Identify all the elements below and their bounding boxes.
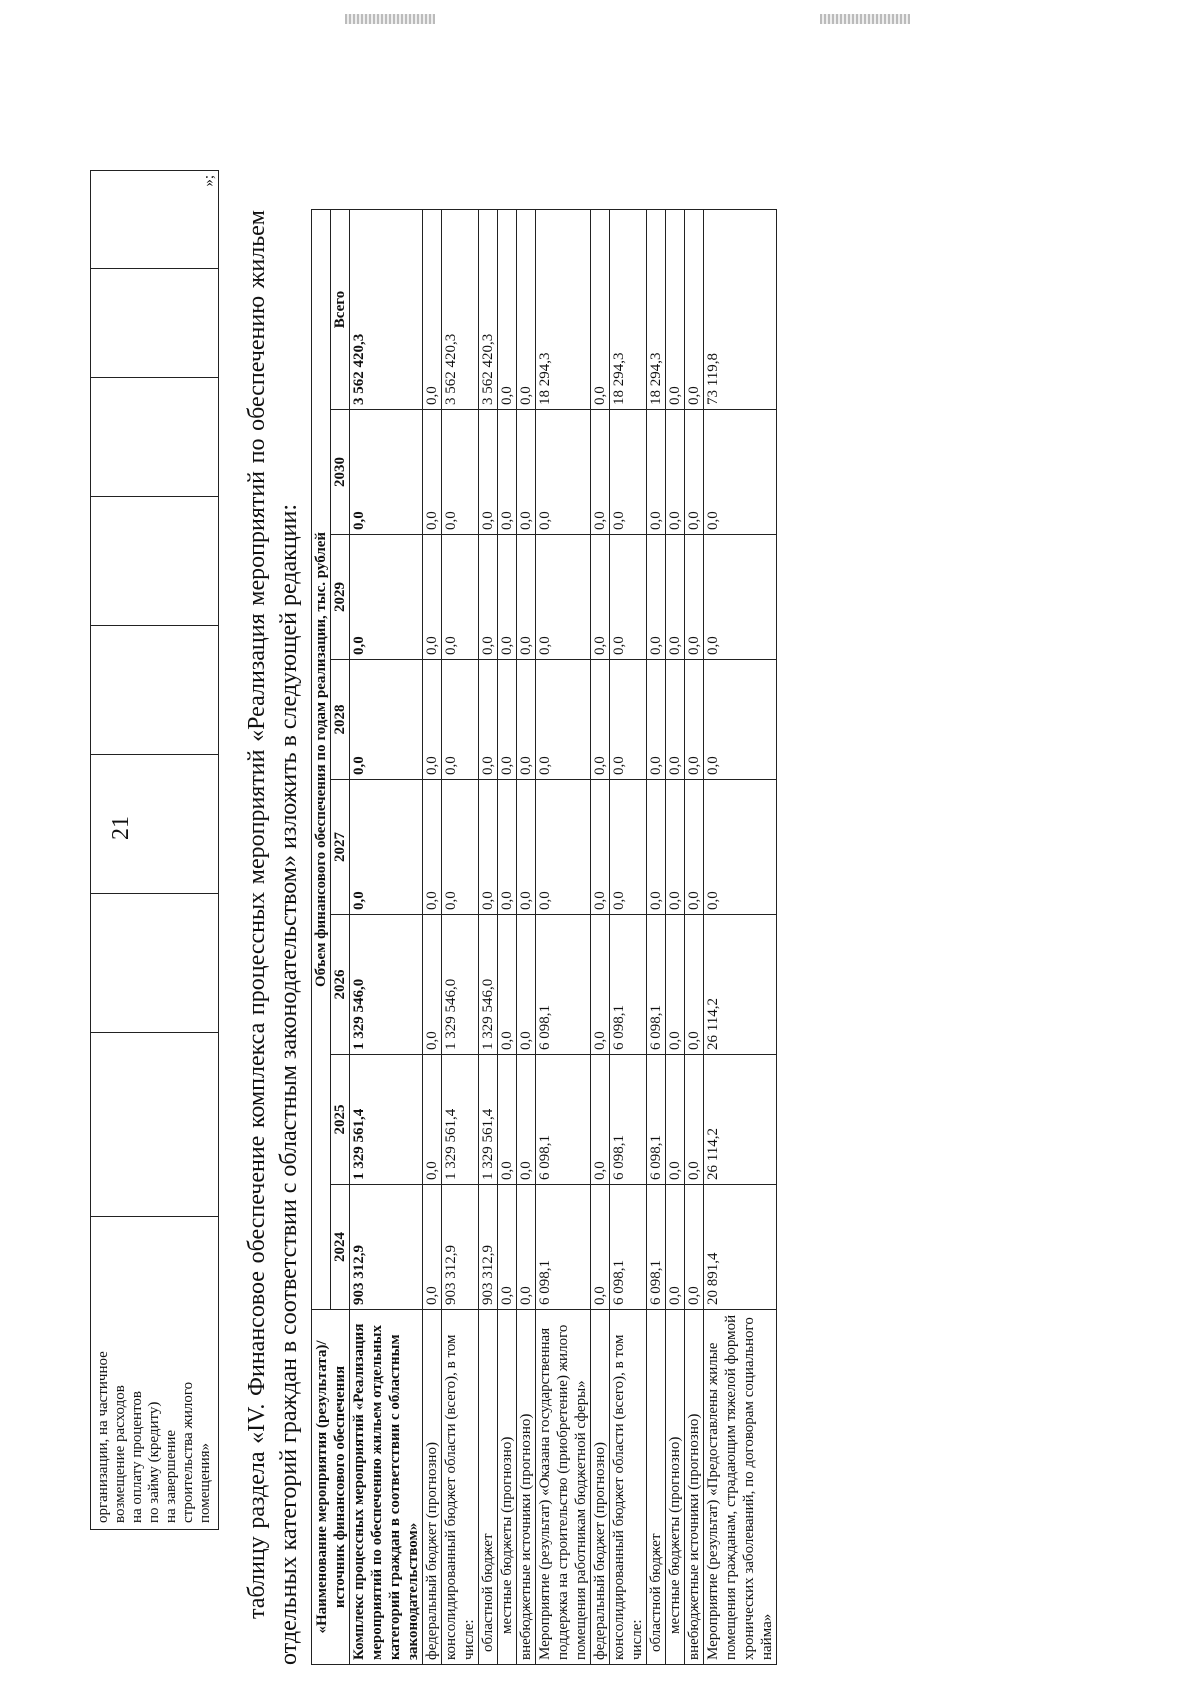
value-cell: 0,0	[479, 535, 498, 660]
value-cell: 0,0	[685, 535, 704, 660]
value-cell: 0,0	[591, 780, 610, 915]
value-cell: 0,0	[536, 780, 591, 915]
value-cell: 0,0	[498, 1185, 517, 1310]
header-year: 2030	[331, 410, 350, 535]
value-cell: 0,0	[685, 209, 704, 409]
value-cell: 3 562 420,3	[350, 209, 423, 409]
value-cell: 0,0	[517, 410, 536, 535]
header-year: 2025	[331, 1055, 350, 1185]
value-cell: 0,0	[350, 660, 423, 780]
scan-artifact	[345, 14, 435, 24]
value-cell: 0,0	[685, 1055, 704, 1185]
value-cell: 0,0	[498, 915, 517, 1055]
value-cell: 1 329 561,4	[479, 1055, 498, 1185]
value-cell: 1 329 561,4	[350, 1055, 423, 1185]
value-cell: 0,0	[704, 410, 777, 535]
continued-table	[90, 170, 219, 1530]
row-label: федеральный бюджет (прогнозно)	[423, 1310, 442, 1665]
table-row	[536, 209, 591, 1664]
table-row	[704, 209, 777, 1664]
value-cell: 26 114,2	[704, 1055, 777, 1185]
value-cell: 0,0	[423, 410, 442, 535]
value-cell: 18 294,3	[647, 209, 666, 409]
value-cell: 0,0	[442, 660, 479, 780]
value-cell: 0,0	[685, 1185, 704, 1310]
value-cell: 0,0	[423, 660, 442, 780]
value-cell: 0,0	[666, 1185, 685, 1310]
header-name: «Наименование мероприятия (результата)/источник финансового обеспечения	[312, 1310, 350, 1665]
value-cell: 6 098,1	[647, 915, 666, 1055]
value-cell: 0,0	[666, 780, 685, 915]
value-cell: 0,0	[647, 660, 666, 780]
financing-table-body	[350, 209, 777, 1664]
header-year: 2024	[331, 1185, 350, 1310]
value-cell: 0,0	[610, 660, 647, 780]
value-cell: 6 098,1	[610, 1055, 647, 1185]
value-cell: 0,0	[498, 535, 517, 660]
value-cell: 0,0	[647, 780, 666, 915]
value-cell: 0,0	[350, 535, 423, 660]
value-cell: 0,0	[591, 660, 610, 780]
value-cell: 0,0	[536, 660, 591, 780]
row-label: областной бюджет	[647, 1310, 666, 1665]
row-label: федеральный бюджет (прогнозно)	[591, 1310, 610, 1665]
table-row	[423, 209, 442, 1664]
table-row	[685, 209, 704, 1664]
value-cell: 0,0	[442, 780, 479, 915]
value-cell: 0,0	[591, 1055, 610, 1185]
value-cell: 903 312,9	[350, 1185, 423, 1310]
value-cell: 0,0	[591, 1185, 610, 1310]
value-cell: 0,0	[610, 410, 647, 535]
value-cell: 0,0	[479, 410, 498, 535]
closing-cell: »;	[91, 171, 219, 269]
header-total: Всего	[331, 209, 350, 409]
value-cell: 0,0	[517, 1055, 536, 1185]
header-year: 2027	[331, 780, 350, 915]
label-line: на завершение	[163, 1429, 179, 1523]
value-cell: 0,0	[536, 535, 591, 660]
value-cell: 0,0	[610, 535, 647, 660]
row-label: консолидированный бюджет области (всего), в том числе:	[442, 1310, 479, 1665]
financing-table	[311, 209, 777, 1665]
empty-cell	[91, 378, 219, 497]
header-year: 2029	[331, 535, 350, 660]
value-cell: 1 329 546,0	[442, 915, 479, 1055]
value-cell: 0,0	[423, 209, 442, 409]
value-cell: 0,0	[498, 660, 517, 780]
value-cell: 1 329 546,0	[350, 915, 423, 1055]
value-cell: 6 098,1	[647, 1055, 666, 1185]
value-cell: 0,0	[423, 915, 442, 1055]
value-cell: 0,0	[350, 410, 423, 535]
value-cell: 0,0	[350, 780, 423, 915]
value-cell: 0,0	[666, 209, 685, 409]
row-label: областной бюджет	[479, 1310, 498, 1665]
label-line: организации, на частичное	[95, 1351, 111, 1523]
value-cell: 1 329 561,4	[442, 1055, 479, 1185]
label-line: помещения»	[197, 1442, 213, 1523]
label-line: на оплату процентов	[129, 1390, 145, 1523]
value-cell: 0,0	[442, 535, 479, 660]
value-cell: 0,0	[647, 410, 666, 535]
value-cell: 0,0	[591, 209, 610, 409]
value-cell: 903 312,9	[442, 1185, 479, 1310]
value-cell: 0,0	[517, 915, 536, 1055]
value-cell: 0,0	[498, 209, 517, 409]
empty-cell	[91, 755, 219, 894]
value-cell: 0,0	[685, 915, 704, 1055]
header-year: 2026	[331, 915, 350, 1055]
value-cell: 6 098,1	[536, 915, 591, 1055]
row-label: внебюджетные источники (прогнозно)	[685, 1310, 704, 1665]
value-cell: 0,0	[536, 410, 591, 535]
scan-artifact	[820, 14, 910, 24]
value-cell: 1 329 546,0	[479, 915, 498, 1055]
header-group: Объем финансового обеспечения по годам реализации, тыс. рублей	[312, 209, 331, 1309]
table-row	[647, 209, 666, 1664]
row-label: местные бюджеты (прогнозно)	[666, 1310, 685, 1665]
value-cell: 6 098,1	[610, 915, 647, 1055]
value-cell: 0,0	[666, 410, 685, 535]
value-cell: 26 114,2	[704, 915, 777, 1055]
value-cell: 0,0	[666, 535, 685, 660]
value-cell: 0,0	[442, 410, 479, 535]
table-row	[666, 209, 685, 1664]
value-cell: 0,0	[517, 660, 536, 780]
value-cell: 0,0	[685, 410, 704, 535]
value-cell: 0,0	[666, 1055, 685, 1185]
value-cell: 0,0	[591, 535, 610, 660]
value-cell: 3 562 420,3	[442, 209, 479, 409]
table-row	[610, 209, 647, 1664]
table-row	[350, 209, 423, 1664]
value-cell: 6 098,1	[536, 1185, 591, 1310]
rotated-content	[90, 145, 777, 1665]
value-cell: 903 312,9	[479, 1185, 498, 1310]
value-cell: 0,0	[517, 209, 536, 409]
table-row	[91, 171, 219, 1530]
empty-cell	[91, 626, 219, 755]
value-cell: 0,0	[423, 535, 442, 660]
value-cell: 0,0	[498, 410, 517, 535]
value-cell: 0,0	[666, 660, 685, 780]
value-cell: 6 098,1	[610, 1185, 647, 1310]
empty-cell	[91, 894, 219, 1033]
value-cell: 0,0	[685, 660, 704, 780]
value-cell: 0,0	[647, 535, 666, 660]
page-number: 21	[108, 816, 134, 840]
row-label: Мероприятие (результат) «Предоставлены жилые помещения гражданам, страдающим тяжелой формой хронических заболеваний, по договорам социального найма»	[704, 1310, 777, 1665]
value-cell: 0,0	[423, 1055, 442, 1185]
value-cell: 0,0	[498, 780, 517, 915]
row-label-cell	[91, 1217, 219, 1530]
row-label: Комплекс процессных мероприятий «Реализация мероприятий по обеспечению жильем отдельных категорий граждан в соответствии с областным законодательством»	[350, 1310, 423, 1665]
table-row	[591, 209, 610, 1664]
value-cell: 0,0	[610, 780, 647, 915]
value-cell: 0,0	[479, 660, 498, 780]
row-label: консолидированный бюджет области (всего), в том числе:	[610, 1310, 647, 1665]
value-cell: 6 098,1	[536, 1055, 591, 1185]
row-label: местные бюджеты (прогнозно)	[498, 1310, 517, 1665]
header-row	[312, 209, 331, 1664]
intro-text: таблицу раздела «IV. Финансовое обеспечение комплекса процессных мероприятий «Реализация мероприятий по обеспечению жильем отдельных категорий граждан в соответствии с областным законодательством» изложить в следующей редакции:	[244, 210, 302, 1665]
table-row	[498, 209, 517, 1664]
value-cell: 3 562 420,3	[479, 209, 498, 409]
value-cell: 0,0	[517, 1185, 536, 1310]
value-cell: 0,0	[704, 780, 777, 915]
table-row	[517, 209, 536, 1664]
value-cell: 0,0	[498, 1055, 517, 1185]
value-cell: 0,0	[591, 410, 610, 535]
intro-paragraph	[241, 210, 305, 1665]
value-cell: 18 294,3	[610, 209, 647, 409]
value-cell: 0,0	[591, 915, 610, 1055]
value-cell: 0,0	[479, 780, 498, 915]
empty-cell	[91, 497, 219, 626]
table-row	[479, 209, 498, 1664]
value-cell: 0,0	[685, 780, 704, 915]
value-cell: 0,0	[517, 535, 536, 660]
value-cell: 0,0	[423, 1185, 442, 1310]
value-cell: 6 098,1	[647, 1185, 666, 1310]
header-year: 2028	[331, 660, 350, 780]
value-cell: 0,0	[704, 660, 777, 780]
value-cell: 0,0	[517, 780, 536, 915]
empty-cell	[91, 269, 219, 378]
value-cell: 18 294,3	[536, 209, 591, 409]
value-cell: 0,0	[666, 915, 685, 1055]
label-line: по займу (кредиту)	[146, 1401, 162, 1523]
value-cell: 20 891,4	[704, 1185, 777, 1310]
value-cell: 0,0	[423, 780, 442, 915]
row-label: внебюджетные источники (прогнозно)	[517, 1310, 536, 1665]
table-row	[442, 209, 479, 1664]
value-cell: 0,0	[704, 535, 777, 660]
row-label: Мероприятие (результат) «Оказана государственная поддержка на строительство (приобретение) жилого помещения работникам бюджетной сферы»	[536, 1310, 591, 1665]
label-line: строительства жилого	[180, 1381, 196, 1523]
empty-cell	[91, 1033, 219, 1217]
label-line: возмещение расходов	[112, 1385, 128, 1523]
value-cell: 73 119,8	[704, 209, 777, 409]
